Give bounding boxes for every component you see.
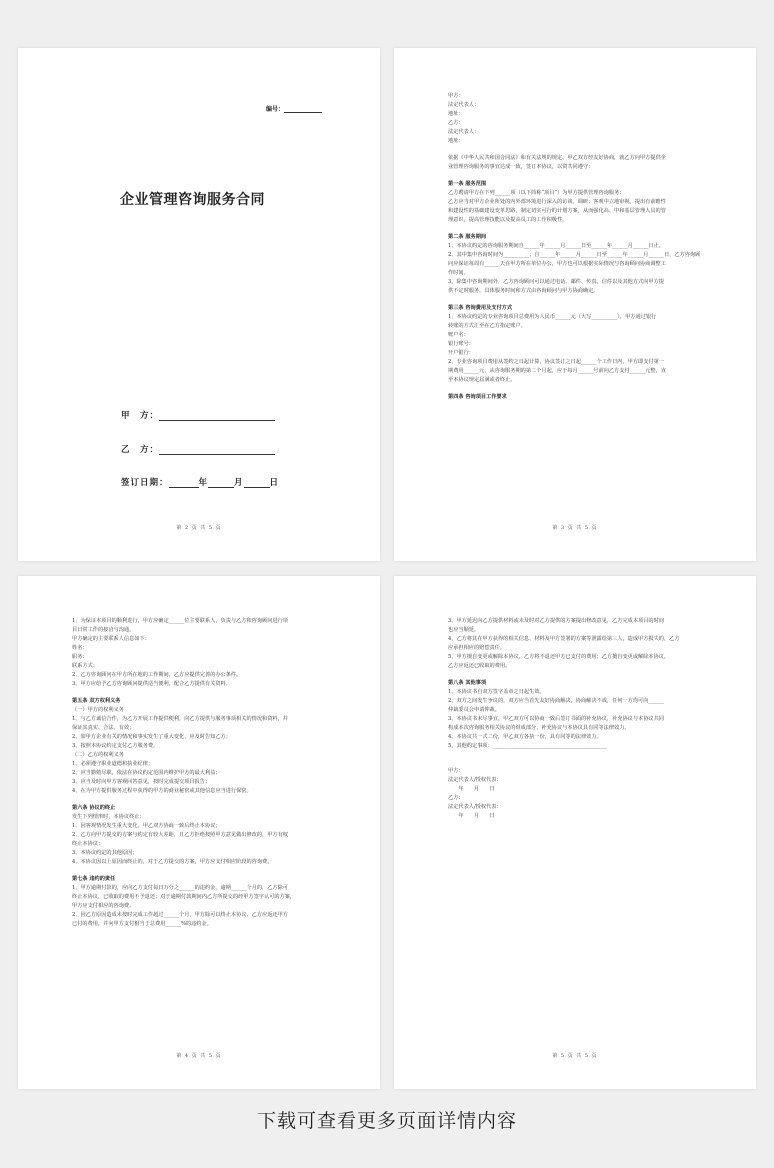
number-blank [284, 106, 322, 113]
body-line: 乙方应返还已收取的费用。 [448, 663, 511, 669]
body-line: 地址： [448, 111, 464, 117]
body-line: 2、如甲方企业有关的情况和事实发生了重大变化，应及时告知乙方； [72, 734, 231, 740]
body-line: 地址： [448, 138, 464, 144]
body-line: 已付的费用，并向甲方支付相当于总费用______%的违约金。 [72, 921, 212, 927]
month-blank [208, 479, 234, 488]
body-line: 3、除集中咨询期间外，乙方咨询顾问可以通过电话、邮件、传真、信件以及其他方式向甲方提 [448, 279, 664, 285]
body-line: 法定代表人/授权代表： [448, 777, 502, 783]
body-line: 甲方确定的主要联系人信息如下： [72, 636, 150, 642]
paragraph-gap [448, 759, 710, 767]
body-line: 2、乙方向甲方提交的方案与约定有较大差距，且乙方拒绝按照甲方意见做出修改的，甲方有权 [72, 832, 288, 838]
body-line: 法定代表人： [448, 129, 480, 135]
body-line: 转账的方式汇至在乙方指定账户。 [448, 323, 526, 329]
body-line: 仲裁委员会申请仲裁。 [448, 707, 500, 713]
year-label: 年 [198, 478, 209, 488]
body-line: 2、应当勤勉尽职，依法在协议约定范围内维护甲方的最大利益； [72, 770, 221, 776]
body-line: 乙方聘请甲方在下列______项（以下简称“项目”）为甲方提供管理咨询服务： [448, 190, 625, 196]
body-line: 目日常工作的接洽与沟通。 [72, 627, 135, 633]
body-line: 2、其中集中咨询时间为__________；自______年______月______日至______年______月______日，乙方咨询顾 [448, 252, 701, 258]
body-line: 职务： [72, 654, 88, 660]
page-body [448, 92, 710, 402]
paragraph-gap [448, 146, 710, 154]
body-line: 开户银行： [448, 350, 474, 356]
body-line: 终止本协议，已收取的费用不予退还；对于逾期付款期间内乙方所提交的经甲方签字认可的方案， [72, 894, 296, 900]
paragraph-gap [72, 796, 334, 804]
body-line: （一）甲方的权利义务 [72, 707, 124, 713]
party-b-blank [159, 446, 275, 455]
body-line: 甲方： [448, 768, 464, 774]
body-line: 发生下列情形时，本协议终止： [72, 814, 145, 820]
body-line: 3、本协议约定的其他原因； [72, 850, 138, 856]
body-line: 乙方： [448, 120, 464, 126]
paragraph-gap [448, 671, 710, 679]
page-number: 第 3 页 共 5 页 [552, 525, 598, 531]
contract-number [266, 104, 322, 113]
body-line: 3、本协议书未尽事宜，甲乙双方可以协商一致后签订书面的补充协议，补充协议与本协议共同 [448, 716, 664, 722]
paragraph-gap [448, 751, 710, 759]
body-line: 法定代表人/授权代表： [448, 804, 502, 810]
contract-cover-page [18, 48, 380, 561]
page-number: 第 2 页 共 5 页 [176, 525, 222, 531]
body-line: 1、本协议约定的咨询服务期间自______年______月______日至______年______月______日止。 [448, 243, 664, 249]
body-line: 至本协议规定届满或者终止。 [448, 377, 516, 383]
body-line: 问应保证每周有______天在甲方所在单位办公，甲方也可以根据实际情况与咨询顾问协商调整工 [448, 261, 666, 267]
body-line: 依据《中华人民共和国合同法》和有关法规的规定，甲乙双方经友好协商，就乙方向甲方提供企 [448, 155, 666, 161]
body-line: 3、甲方延迟向乙方提供材料或未及时对乙方提供的方案提出修改意见，乙方完成本项目的时间 [448, 618, 664, 624]
body-line: 应承担相应的赔偿责任。 [448, 645, 506, 651]
body-line: 1、本协议书自双方签字盖章之日起生效。 [448, 689, 545, 695]
body-line: （二）乙方的权利义务 [72, 752, 124, 758]
paragraph-gap [448, 225, 710, 233]
body-line: 乙方应当对甲方企业所处的内外部环境进行深入的访谈、调研；客观中立地审视，提出有前瞻性 [448, 199, 666, 205]
body-line: 1、甲方逾期付款的，应向乙方支付每日万分之______的违约金。逾期______个月的，乙方除可 [72, 885, 288, 891]
page-number: 第 5 页 共 5 页 [552, 1053, 598, 1059]
body-line: 5、甲方擅自变更或解除本协议，乙方将不退还甲方已支付的费用；乙方擅自变更或解除本协议， [448, 654, 670, 660]
paragraph-gap [448, 172, 710, 180]
body-line: 年 月 日 [448, 786, 495, 792]
body-line: 甲方： [448, 93, 464, 99]
section-heading: 第七条 违约的责任 [72, 876, 116, 882]
body-line: 法定代表人： [448, 102, 480, 108]
body-line: 3、应当及时向甲方客观回答意见，按时完成提交项目报告； [72, 779, 211, 785]
body-line: 3、按照本协议约定支付乙方服务费。 [72, 743, 159, 749]
body-line: 甲方应支付相应的咨询费。 [72, 903, 135, 909]
section-heading: 第二条 服务期间 [448, 234, 487, 240]
party-a-blank [159, 412, 275, 421]
body-line: 年 月 日 [448, 813, 495, 819]
body-line: 2、双方之间发生争议的，双方应当首先友好协商解决，协商解决不成，任何一方均可向______ [448, 698, 664, 704]
body-line: 1、因客观情况发生重大变化，甲乙双方协商一致后终止本协议； [72, 823, 221, 829]
body-line: 乙方： [448, 795, 464, 801]
body-line: 1、为保证本项目的顺利进行，甲方应确定______位主要联系人，负责与乙方和咨询顾问进行项 [72, 618, 288, 624]
month-label: 月 [234, 478, 244, 488]
party-b-label: 乙 方： [121, 445, 160, 455]
body-line: 2、乙方咨询顾问在甲方所在地的工作期间，乙方应提供完善的办公条件。 [72, 672, 242, 678]
body-line: 保证其真实、合法、有效； [72, 725, 135, 731]
day-label: 日 [269, 478, 280, 488]
paragraph-gap [448, 385, 710, 393]
section-heading: 第一条 服务范围 [448, 181, 487, 187]
party-b-line [121, 443, 275, 455]
body-line: 账户名： [448, 332, 469, 338]
body-line: 4、乙方将其在甲方获得的相关信息、材料及甲方签署的方案等泄露给第三人，造成甲方损失的，乙方 [448, 636, 680, 642]
section-heading: 第八条 其他事项 [448, 680, 487, 686]
body-line: 5、其他约定事项：____________________________________________ [448, 743, 607, 749]
year-blank [169, 479, 199, 488]
body-line: 1、与乙方诚信合作，为乙方开展工作提供便利，向乙方提供与服务事项相关的情况和资料，并 [72, 716, 288, 722]
body-line: 和建设性的基础建设变革思路，制定切实可行的计划方案，从而强化高、中和基层管理人员的管 [448, 208, 666, 214]
body-line: 4、在为甲方提供服务过程中获得的甲方的商业秘密或其他信息应当进行保密。 [72, 788, 252, 794]
body-line: 4、本协议因以上原因而终止的，对于乙方提交的方案，甲方应支付相应阶段的咨询费。 [72, 859, 273, 865]
day-blank [244, 479, 270, 488]
page-number: 第 4 页 共 5 页 [176, 1053, 222, 1059]
page-body [448, 617, 710, 821]
contract-page-5 [394, 576, 756, 1089]
number-label: 编号： [265, 106, 284, 113]
section-heading: 第三条 咨询费用及支付方式 [448, 305, 513, 311]
contract-page-3 [394, 48, 756, 561]
body-line: 联系方式： [72, 663, 98, 669]
body-line: 1、必须遵守职业道德和执业纪律； [72, 761, 154, 767]
section-heading: 第五条 双方权利义务 [72, 698, 121, 704]
paragraph-gap [72, 867, 334, 875]
body-line: 4、本协议共一式二份，甲乙双方各执一份，具有同等的法律效力。 [448, 734, 602, 740]
body-line: 供不定时服务，具体服务时间和方式由咨询顾问与甲方协商确定。 [448, 288, 599, 294]
body-line: 1、本协议约定的专业咨询项目总费用为人民币______元（大写__________），甲方通过银行 [448, 314, 657, 320]
sign-date-line [121, 476, 279, 488]
section-heading: 第六条 协议的终止 [72, 805, 116, 811]
body-line: 理意识，提高管理技能以及提高员工的工作积极性。 [448, 217, 568, 223]
body-line: 姓名： [72, 645, 88, 651]
download-hint[interactable]: 下载可查看更多页面详情内容 [256, 1110, 517, 1132]
paragraph-gap [448, 296, 710, 304]
body-line: 作时间。 [448, 270, 469, 276]
body-line: 也应当顺延。 [448, 627, 480, 633]
page-body [72, 617, 334, 929]
paragraph-gap [72, 689, 334, 697]
party-a-line [121, 409, 275, 421]
body-line: 构成本次咨询服务相关协议的组成部分，补充协议与本协议具有同等法律效力。 [448, 725, 630, 731]
body-line: 3、甲方应给予乙方咨询顾问提供适当便利，配合乙方提供有关资料。 [72, 681, 231, 687]
contract-title: 企业管理咨询服务合同 [120, 192, 265, 208]
body-line: 2、因乙方原因造成未按时完成工作超过______个月，甲方除可以终止本协议，乙方应返还甲方 [72, 912, 288, 918]
party-a-label: 甲 方： [121, 411, 160, 421]
contract-page-4 [18, 576, 380, 1089]
body-line: 2、专业咨询项目费用从签约之日起计算，协议签订之日起______个工作日内，甲方即支付第一 [448, 359, 664, 365]
body-line: 终止本协议； [72, 841, 104, 847]
body-line: 业管理咨询服务的事宜达成一致，签订本协议，以资共同遵守： [448, 164, 594, 170]
body-line: 期费用______元，从咨询服务期的第二个月起，应于每月______号前向乙方支付______元整，直 [448, 368, 666, 374]
section-heading: 第四条 咨询项目工作要求 [448, 394, 507, 400]
body-line: 银行账号： [448, 341, 474, 347]
sign-date-label: 签订日期： [121, 478, 169, 488]
